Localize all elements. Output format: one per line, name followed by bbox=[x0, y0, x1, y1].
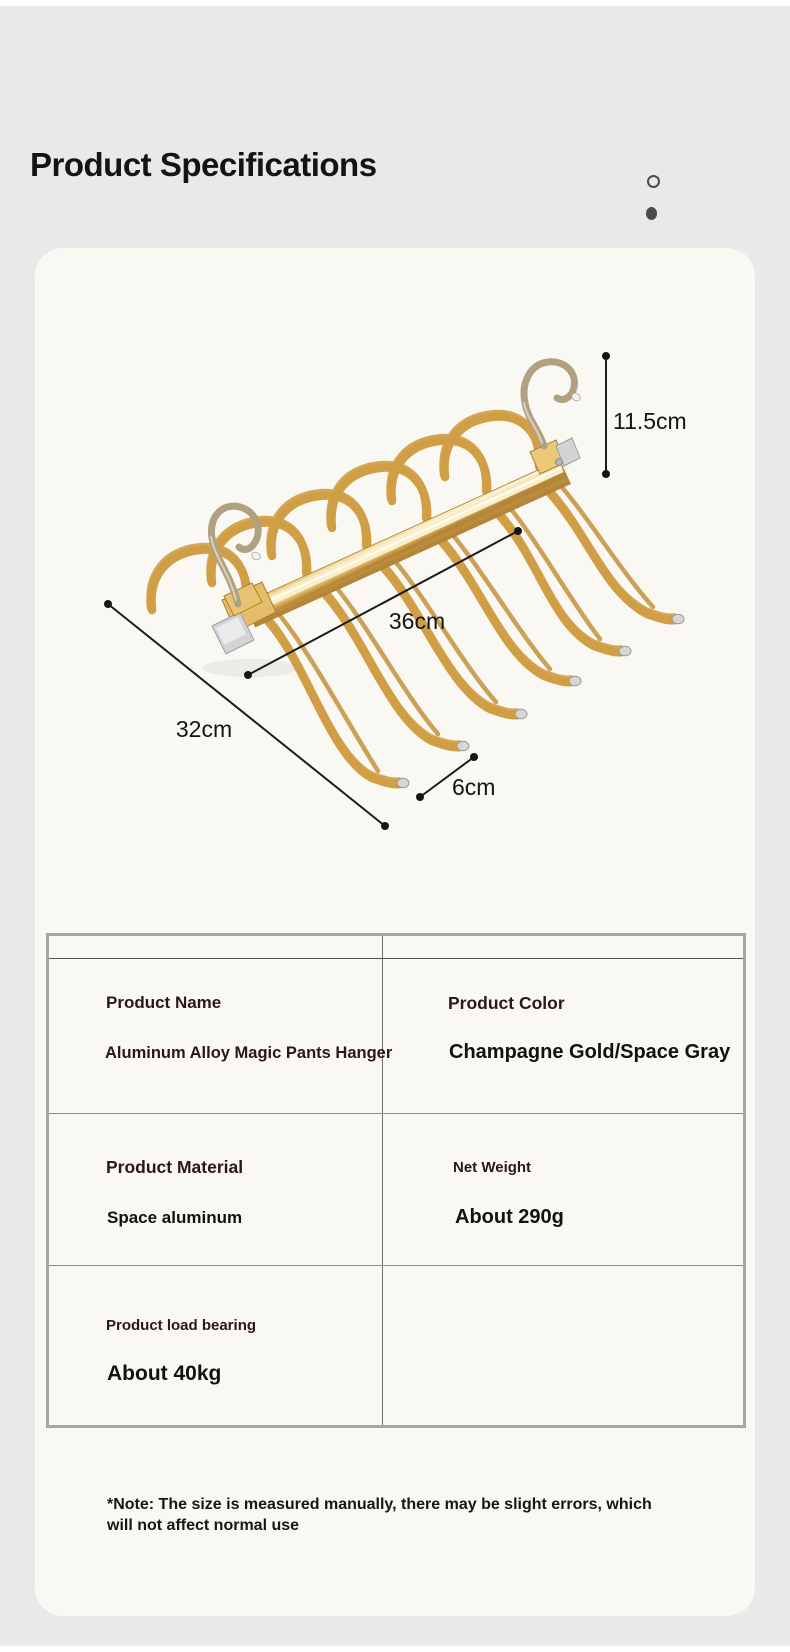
dimension-annotations bbox=[104, 352, 687, 830]
hanger-rails-highlight bbox=[267, 491, 674, 782]
rail-end-caps bbox=[397, 614, 684, 788]
spec-value-product-color: Champagne Gold/Space Gray bbox=[449, 1041, 731, 1063]
spec-value-product-name: Aluminum Alloy Magic Pants Hanger bbox=[105, 1044, 393, 1062]
table-column-divider bbox=[382, 936, 383, 1425]
note-text: *Note: The size is measured manually, there may be slight errors, which will not affect normal use bbox=[107, 1496, 652, 1534]
table-row-line-1 bbox=[49, 1113, 743, 1114]
spec-label-load-bearing: Product load bearing bbox=[106, 1317, 257, 1334]
table-row-line-2 bbox=[49, 1265, 743, 1266]
bottom-margin-strip bbox=[0, 1646, 790, 1652]
dimension-label-rail-length: 36cm bbox=[388, 608, 446, 634]
spec-label-product-material: Product Material bbox=[106, 1157, 244, 1177]
top-hook bbox=[524, 362, 582, 474]
spec-value-load-bearing: About 40kg bbox=[107, 1362, 222, 1385]
hanger-rails bbox=[268, 493, 675, 784]
dimension-label-hook-height: 11.5cm bbox=[613, 408, 687, 434]
spec-label-product-color: Product Color bbox=[448, 993, 565, 1013]
page-title: Product Specifications bbox=[30, 146, 377, 183]
spec-label-net-weight: Net Weight bbox=[453, 1159, 532, 1176]
spec-label-product-name: Product Name bbox=[106, 993, 222, 1012]
dimension-label-tip-gap: 6cm bbox=[452, 774, 496, 800]
dimension-label-width: 32cm bbox=[175, 716, 233, 742]
spec-value-net-weight: About 290g bbox=[455, 1206, 564, 1228]
table-header-line bbox=[49, 958, 743, 959]
spec-table bbox=[46, 933, 746, 1428]
spec-value-product-material: Space aluminum bbox=[107, 1208, 243, 1227]
